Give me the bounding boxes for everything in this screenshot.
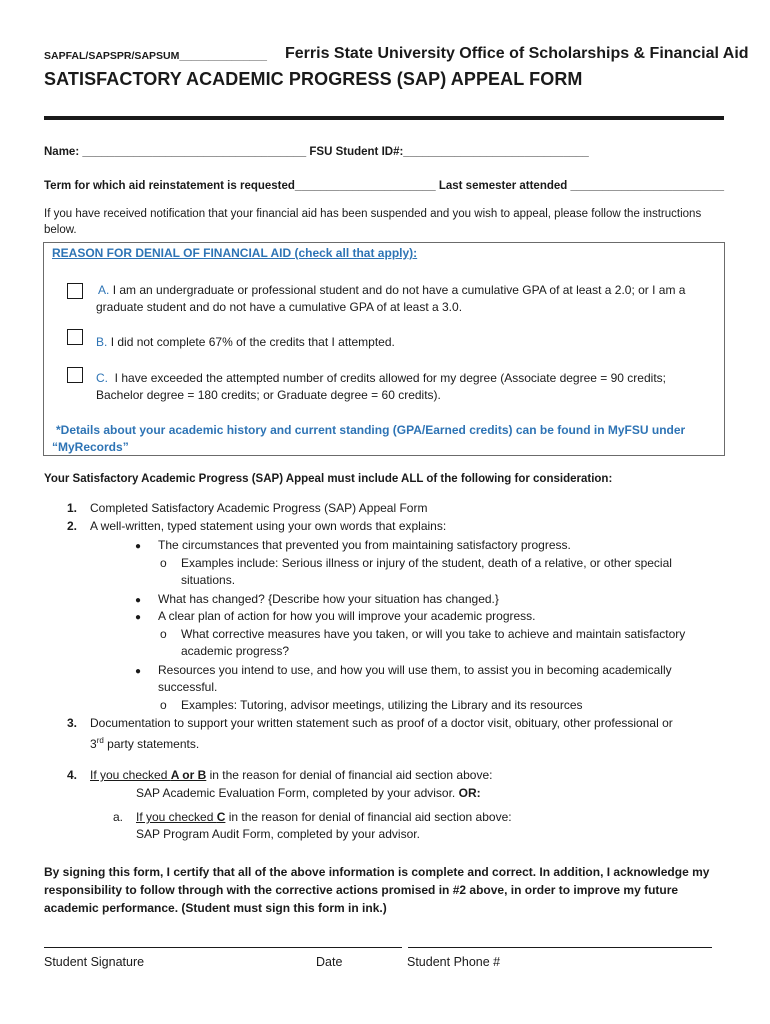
office-name: Ferris State University Office of Scholarships & Financial Aid (285, 45, 749, 62)
bullet-resources-line-1: Resources you intend to use, and how you will use them, to assist you in becoming academically (158, 663, 672, 677)
sub-bullet-measures (181, 626, 726, 660)
option-c-letter: C. (96, 371, 108, 385)
item-1-number: 1. (67, 501, 78, 515)
form-codes: SAPFAL/SAPSPR/SAPSUM_______________ (44, 50, 267, 62)
checkbox-a[interactable] (67, 283, 83, 299)
bullet-icon: ● (135, 666, 142, 677)
item-4-or: OR: (458, 786, 481, 800)
bullet-icon: ● (135, 541, 142, 552)
header-divider (44, 116, 724, 120)
reason-option-a (96, 282, 726, 316)
item-4-form (136, 785, 481, 802)
item-4-if: If you checked (90, 768, 171, 782)
sub-bullet-icon: o (160, 627, 167, 641)
intro-text: If you have received notification that your financial aid has been suspended and you wish to appeal, please follow the instructions below. (44, 208, 702, 236)
item-4a-letter: a. (113, 810, 124, 824)
item-4a-c: C (216, 810, 226, 824)
checkbox-b[interactable] (67, 329, 83, 345)
phone-line[interactable] (408, 947, 712, 948)
bullet-circumstances: The circumstances that prevented you from maintaining satisfactory progress. (158, 538, 571, 552)
bullet-resources (158, 662, 718, 696)
page-title: SATISFACTORY ACADEMIC PROGRESS (SAP) APPEAL FORM (44, 69, 583, 89)
item-3-ordinal-suffix: rd (96, 736, 104, 745)
option-a-text: I am an undergraduate or professional student and do not have a cumulative GPA of at least a 2.0; or I am a (112, 283, 686, 297)
sub-bullet-icon: o (160, 556, 167, 570)
item-1-text: Completed Satisfactory Academic Progress (SAP) Appeal Form (90, 501, 428, 515)
item-4a-form: SAP Program Audit Form, completed by your advisor. (136, 827, 420, 841)
checkbox-c[interactable] (67, 367, 83, 383)
item-2-text: A well-written, typed statement using your own words that explains: (90, 519, 447, 533)
option-a-text-2: graduate student and do not have a cumulative GPA of at least a 3.0. (96, 300, 463, 314)
option-c-text-2: Bachelor degree = 180 credits; or Graduate degree = 60 credits). (96, 388, 441, 402)
item-4-form-name: SAP Academic Evaluation Form, completed by your advisor. (136, 786, 459, 800)
student-signature-label: Student Signature (44, 955, 145, 969)
item-3-number: 3. (67, 716, 78, 730)
item-3-line-2 (90, 732, 730, 753)
term-field-line[interactable]: Term for which aid reinstatement is requested______________________ Last semester attended ________________________ (44, 180, 724, 192)
records-note-line-1: *Details about your academic history and current standing (GPA/Earned credits) can be found in MyFSU under (56, 423, 686, 437)
item-4a-condition (136, 809, 512, 826)
bullet-what-changed: What has changed? {Describe how your situation has changed.} (158, 592, 499, 606)
sub-bullet-measures-line-1: What corrective measures have you taken, or will you take to achieve and maintain satisfactory (181, 627, 686, 641)
item-4a-if: If you checked (136, 810, 217, 824)
sub-bullet-icon: o (160, 698, 167, 712)
bullet-icon: ● (135, 595, 142, 606)
sub-bullet-measures-line-2: academic progress? (181, 644, 290, 658)
sub-bullet-examples-line-2: situations. (181, 573, 236, 587)
records-note (52, 422, 712, 456)
item-2-number: 2. (67, 519, 78, 533)
bullet-plan: A clear plan of action for how you will improve your academic progress. (158, 609, 536, 623)
item-4-number: 4. (67, 768, 78, 782)
reason-heading: REASON FOR DENIAL OF FINANCIAL AID (check all that apply): (52, 246, 418, 260)
item-3-ordinal: 3 (90, 737, 97, 751)
option-b-letter: B. (96, 335, 108, 349)
certification-text: By signing this form, I certify that all of the above information is complete and correct. In addition, I acknowledge my responsibility to follow through with the corrective actions promised in #2 above, in order to improve my future academic performance. (Student must sign this form in ink.) (44, 865, 710, 915)
item-3-line-1: Documentation to support your written statement such as proof of a doctor visit, obituary, other professional or (90, 716, 673, 730)
option-c-text: I have exceeded the attempted number of credits allowed for my degree (Associate degree = 90 credits; (114, 371, 666, 385)
item-3-party: party statements. (103, 737, 200, 751)
reason-option-c (96, 370, 726, 404)
bullet-resources-line-2: successful. (158, 680, 218, 694)
date-label: Date (316, 955, 343, 969)
requirements-heading: Your Satisfactory Academic Progress (SAP) Appeal must include ALL of the following for consideration: (44, 473, 613, 485)
sub-bullet-examples (181, 555, 721, 589)
sub-bullet-tutoring: Examples: Tutoring, advisor meetings, utilizing the Library and its resources (181, 698, 583, 712)
signature-line[interactable] (44, 947, 402, 948)
item-4-condition (90, 767, 492, 784)
records-note-line-2: “MyRecords” (52, 440, 129, 454)
item-4-rest: in the reason for denial of financial aid section above: (206, 768, 493, 782)
item-4a-rest: in the reason for denial of financial aid section above: (225, 810, 512, 824)
student-phone-label: Student Phone # (407, 955, 501, 969)
sub-bullet-examples-line-1: Examples include: Serious illness or injury of the student, death of a relative, or other special (181, 556, 672, 570)
bullet-icon: ● (135, 612, 142, 623)
item-3-text (90, 715, 730, 753)
reason-option-b (96, 334, 726, 351)
name-id-field-line[interactable]: Name: ___________________________________ FSU Student ID#:_____________________________ (44, 146, 589, 158)
option-b-text: I did not complete 67% of the credits that I attempted. (110, 335, 395, 349)
item-4-ab: A or B (170, 768, 207, 782)
option-a-letter: A. (98, 283, 110, 297)
